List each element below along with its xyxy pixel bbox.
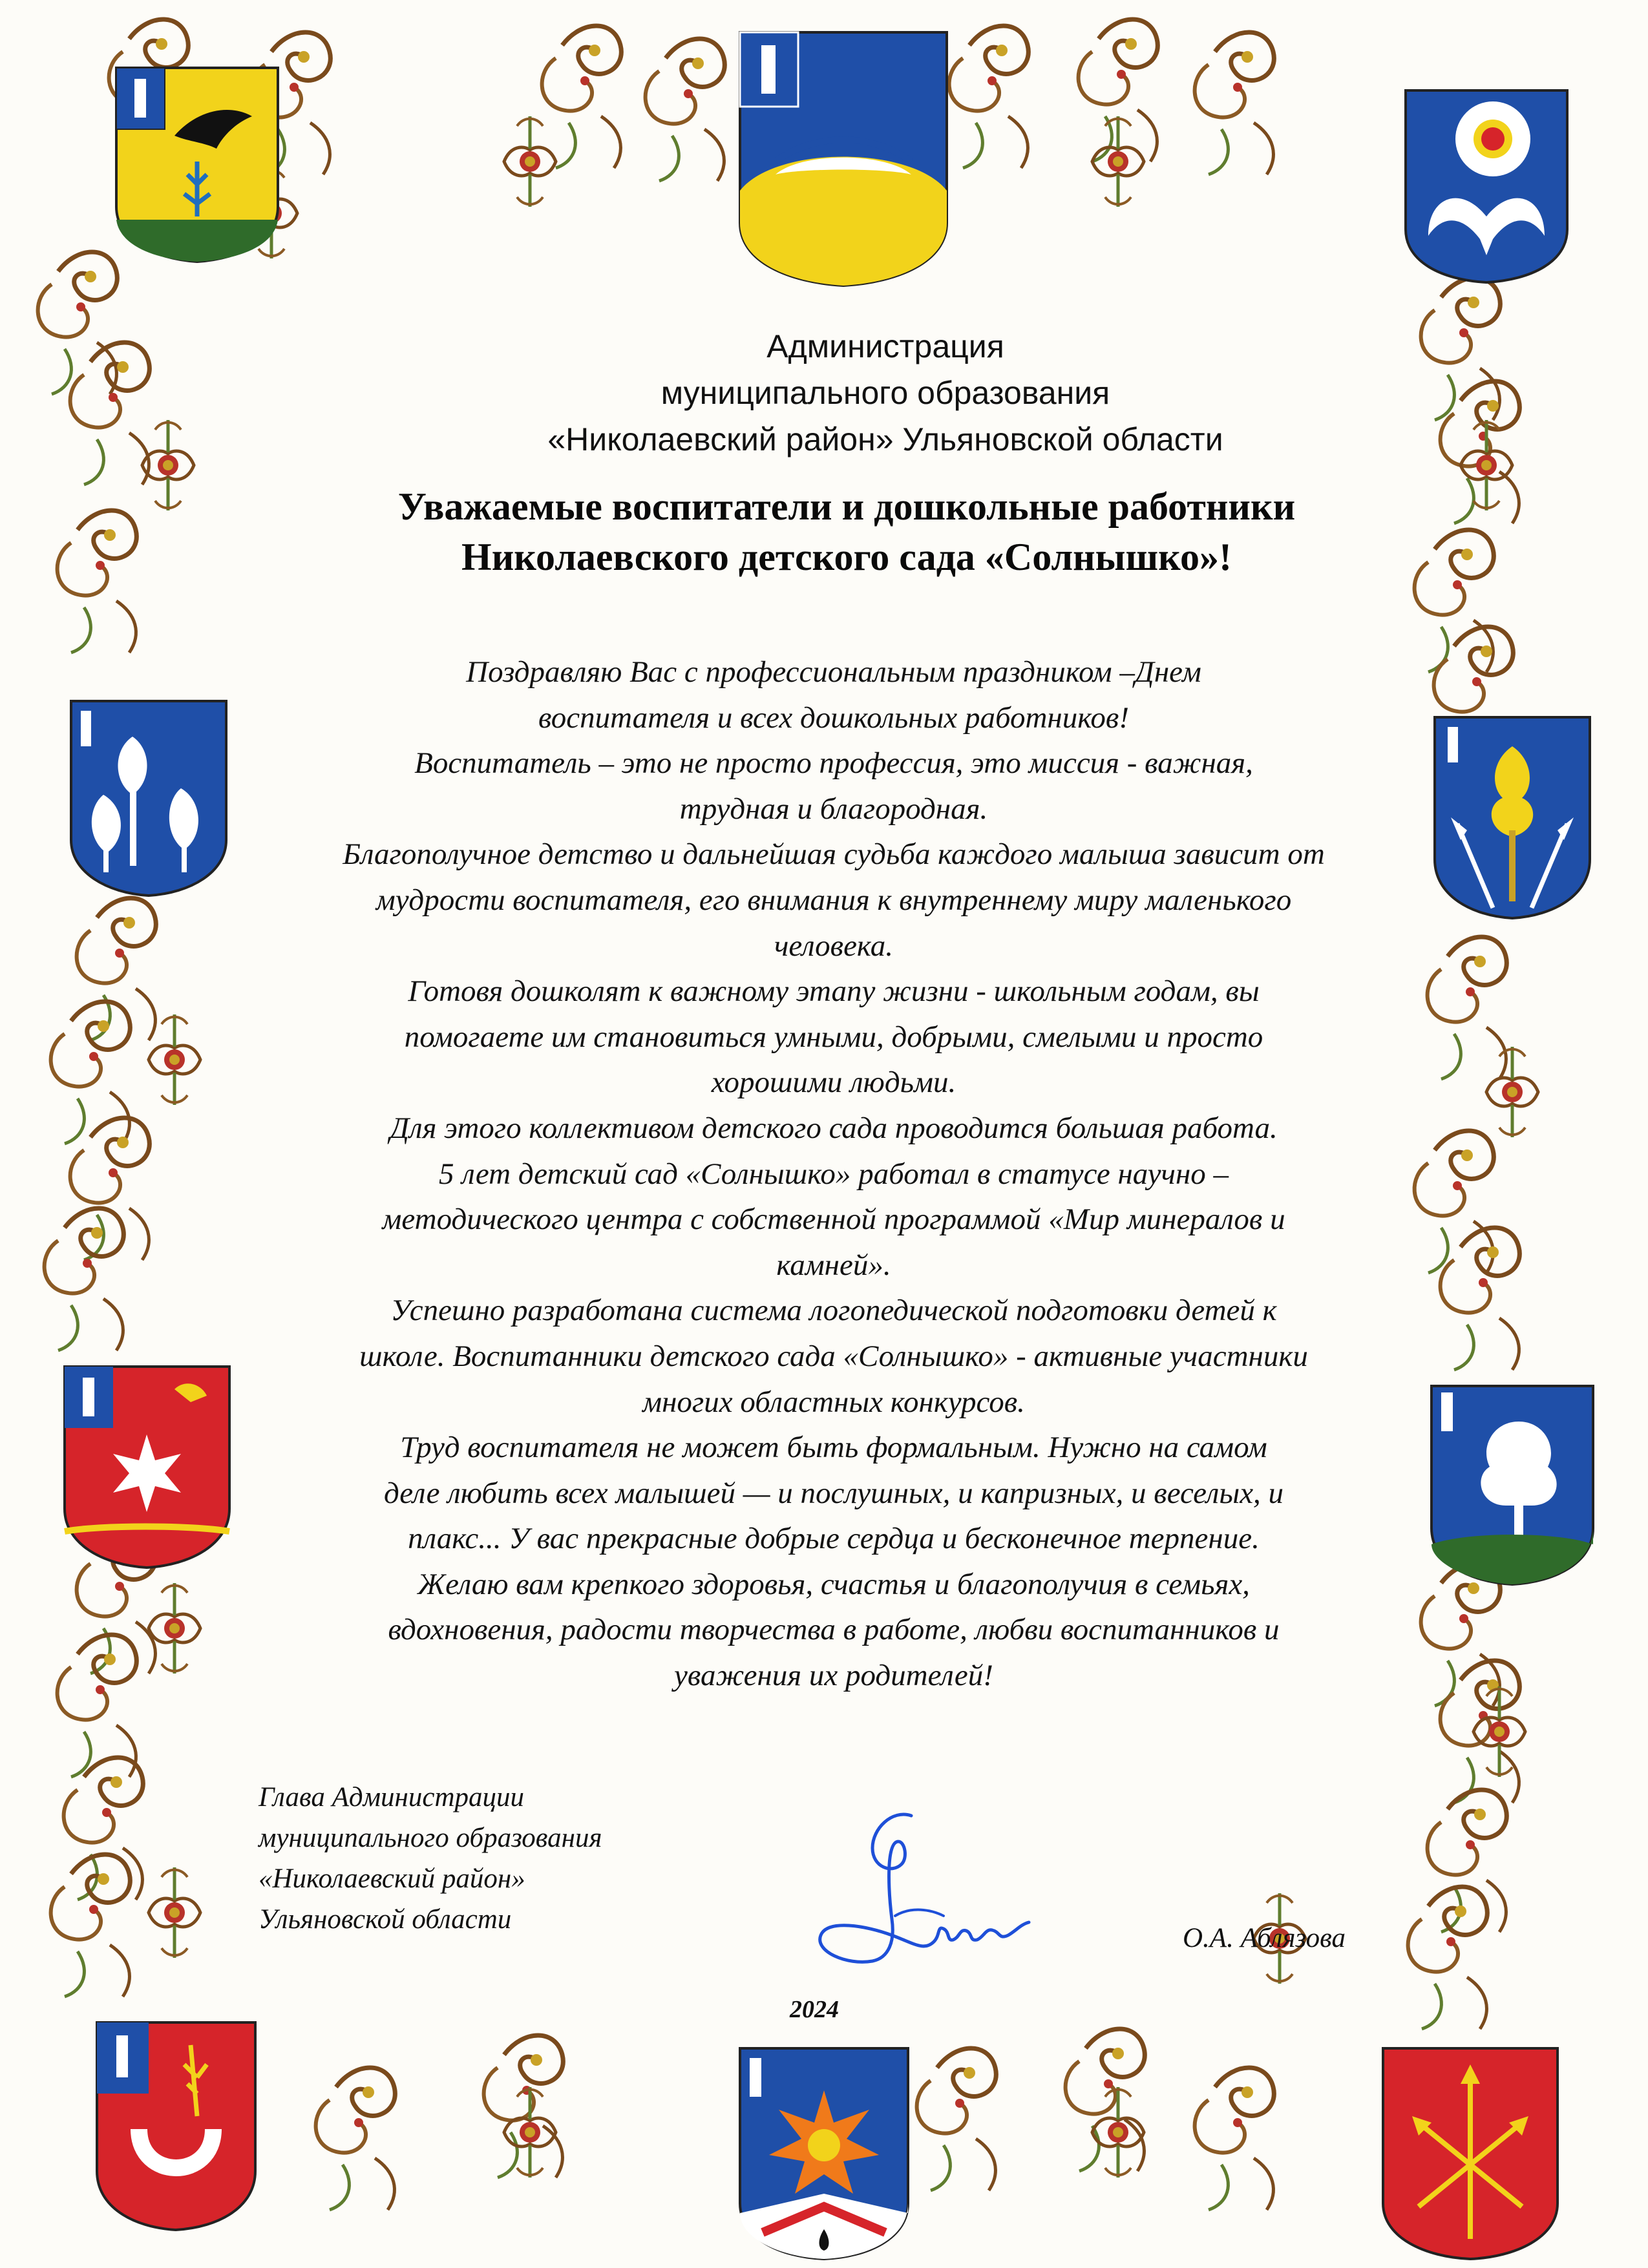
pine-trees-crest-icon	[68, 698, 229, 898]
body-line: хорошими людьми.	[711, 1066, 956, 1100]
eagle-crest-icon	[113, 65, 281, 265]
issuer-line-2: муниципального образования	[660, 375, 1110, 411]
coat-of-arms-top-right	[1402, 87, 1570, 284]
handwritten-signature	[776, 1803, 1034, 1984]
body-line: Благополучное детство и дальнейшая судьба каждого малыша зависит от	[343, 837, 1325, 872]
address-title	[246, 481, 1448, 582]
signatory-line-2: муниципального образования	[259, 1823, 602, 1853]
coat-of-arms-lower-right	[1428, 1383, 1596, 1586]
body-line: вдохновения, радости творчества в работе, любви воспитанников и	[388, 1613, 1280, 1647]
issuer-header	[362, 323, 1409, 463]
signatory-line-4: Ульяновской области	[259, 1904, 512, 1935]
coat-of-arms-bottom-right	[1380, 2045, 1561, 2262]
coat-of-arms-bottom-center	[737, 2045, 911, 2262]
title-line-1: Уважаемые воспитатели и дошкольные работники	[397, 485, 1296, 528]
body-line: школе. Воспитанники детского сада «Солнышко» - активные участники	[359, 1339, 1308, 1373]
body-line: методического центра с собственной программой «Мир минералов и	[382, 1202, 1285, 1237]
body-line: мудрости воспитателя, его внимания к внутреннему миру маленького	[375, 883, 1292, 917]
flame-crest-icon	[737, 2045, 911, 2262]
issuer-line-1: Администрация	[766, 328, 1004, 364]
body-line: Воспитатель – это не просто профессия, это миссия - важная,	[414, 746, 1253, 781]
wave-crest-icon	[737, 29, 950, 288]
horseshoe-crest-icon	[94, 2019, 259, 2232]
coat-of-arms-bottom-left	[94, 2019, 259, 2232]
daisy-crest-icon	[1402, 87, 1570, 284]
golden-tree-crest-icon	[1431, 714, 1593, 921]
body-line: Поздравляю Вас с профессиональным праздником –Днем	[466, 655, 1201, 689]
coat-of-arms-lower-left	[61, 1363, 233, 1570]
body-line: трудная и благородная.	[679, 792, 988, 826]
signatory-line-1: Глава Администрации	[259, 1782, 524, 1812]
signatory-title	[259, 1777, 776, 1940]
body-line: человека.	[774, 929, 893, 963]
body-line: Для этого коллективом детского сада проводится большая работа.	[390, 1111, 1278, 1145]
body-line: камней».	[776, 1248, 891, 1282]
coat-of-arms-middle-right	[1431, 714, 1593, 921]
document-year: 2024	[790, 1996, 839, 2023]
star-crest-icon	[61, 1363, 233, 1570]
signatory-line-3: «Николаевский район»	[259, 1864, 525, 1894]
signer-name: О.А. Аблязова	[1183, 1923, 1346, 1953]
body-line: помогаете им становиться умными, добрыми, смелыми и просто	[404, 1020, 1263, 1054]
body-line: плакс... У вас прекрасные добрые сердца и бесконечное терпение.	[408, 1522, 1260, 1556]
body-line: Успешно разработана система логопедической подготовки детей к	[390, 1294, 1277, 1328]
body-line: уважения их родителей!	[674, 1659, 993, 1693]
title-line-2: Николаевского детского сада «Солнышко»!	[461, 536, 1232, 578]
body-line: деле любить всех малышей — и послушных, и капризных, и веселых, и	[383, 1476, 1284, 1510]
body-line: Готовя дошколят к важному этапу жизни - школьным годам, вы	[408, 974, 1260, 1009]
coat-of-arms-top-center	[737, 29, 950, 288]
body-line: Желаю вам крепкого здоровья, счастья и благополучия в семьях,	[417, 1567, 1250, 1601]
snowy-tree-crest-icon	[1428, 1383, 1596, 1586]
body-line: 5 лет детский сад «Солнышко» работал в статусе научно –	[438, 1157, 1229, 1191]
body-line: воспитателя и всех дошкольных работников!	[538, 700, 1129, 735]
congratulation-text	[233, 649, 1435, 1699]
body-line: Труд воспитателя не может быть формальным. Нужно на самом	[400, 1431, 1267, 1465]
arrows-crest-icon	[1380, 2045, 1561, 2262]
coat-of-arms-middle-left	[68, 698, 229, 898]
coat-of-arms-top-left	[113, 65, 281, 265]
issuer-line-3: «Николаевский район» Ульяновской области	[547, 421, 1223, 457]
body-line: многих областных конкурсов.	[642, 1385, 1025, 1419]
